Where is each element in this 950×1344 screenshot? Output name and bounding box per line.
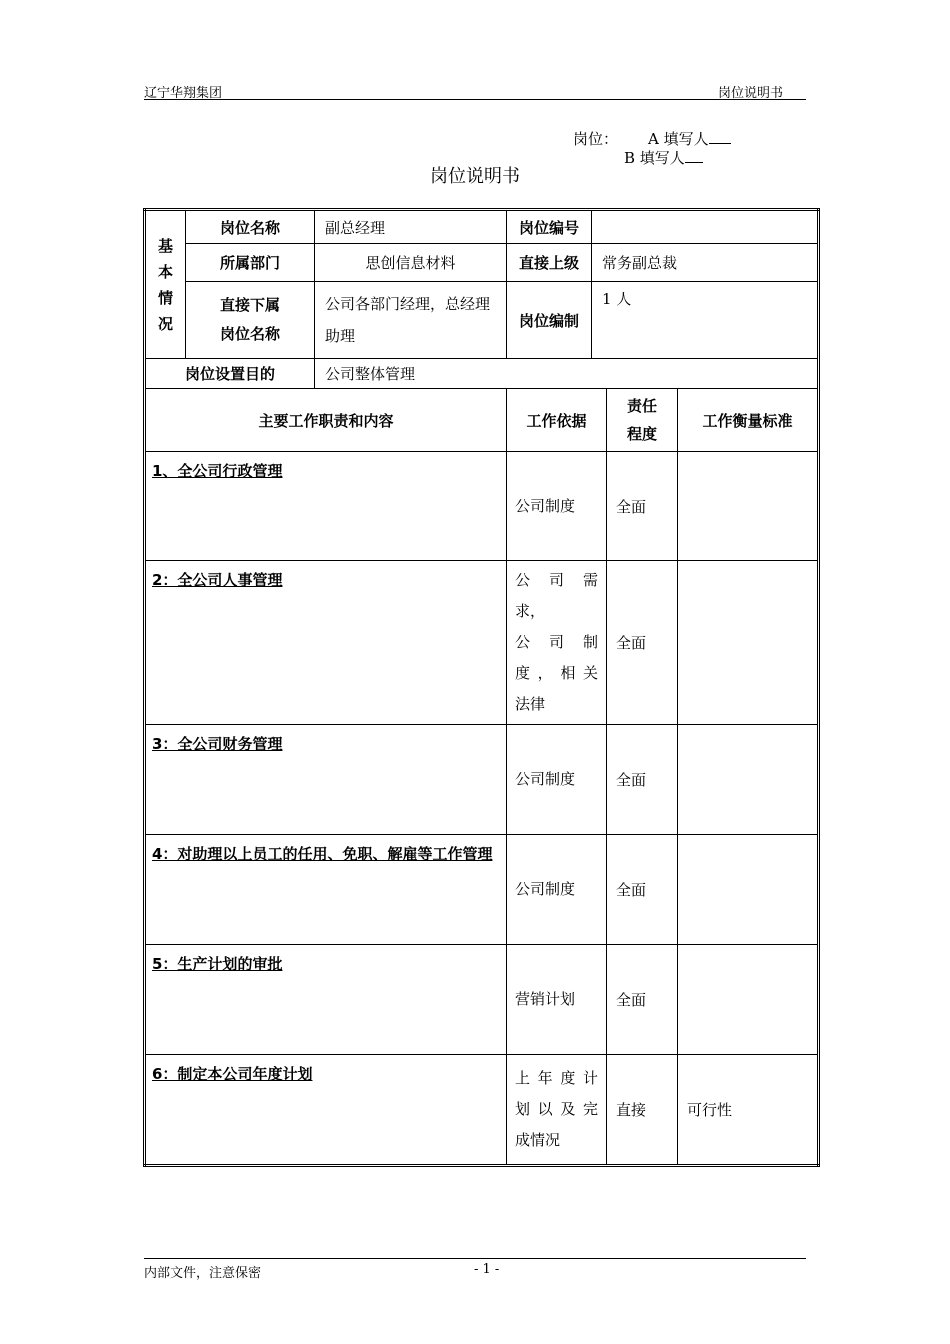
duty-item: 3：全公司财务管理 (145, 725, 507, 835)
duty-basis: 公司制度 (507, 835, 607, 945)
col-responsibility: 责任 程度 (607, 389, 678, 452)
position-code-label: 岗位编号 (507, 210, 592, 244)
fill-a-blank[interactable] (709, 130, 731, 144)
row-position-name (145, 210, 819, 244)
superior-label: 直接上级 (507, 244, 592, 282)
purpose-label: 岗位设置目的 (145, 359, 315, 389)
header-company: 辽宁华翔集团 (144, 86, 223, 101)
duty-row (145, 835, 819, 945)
duty-item: 1、全公司行政管理 (145, 452, 507, 561)
duty-item: 5：生产计划的审批 (145, 945, 507, 1055)
duty-basis: 公 司 需 求， 公 司 制 度，相关 法律 (507, 561, 607, 725)
duty-responsibility: 全面 (607, 835, 678, 945)
fill-b-label: B 填写人 (624, 149, 685, 167)
duty-row (145, 561, 819, 725)
duty-row (145, 452, 819, 561)
fill-b-blank[interactable] (685, 149, 703, 163)
superior-value: 常务副总裁 (592, 244, 819, 282)
row-department (145, 244, 819, 282)
basic-info-side-label: 基 本 情 况 (145, 210, 186, 359)
col-duties: 主要工作职责和内容 (145, 389, 507, 452)
position-code-value (592, 210, 819, 244)
duty-standard (678, 452, 819, 561)
duty-basis: 营销计划 (507, 945, 607, 1055)
duty-row (145, 945, 819, 1055)
quota-value: 1 人 (592, 282, 819, 359)
row-purpose (145, 359, 819, 389)
post-fill-line (573, 128, 731, 149)
fill-a-label: A 填写人 (648, 130, 709, 148)
duty-standard (678, 835, 819, 945)
subordinates-label: 直接下属 岗位名称 (186, 282, 315, 359)
duty-responsibility: 全面 (607, 452, 678, 561)
duty-responsibility: 直接 (607, 1055, 678, 1166)
job-description-table (143, 208, 820, 1167)
duty-item: 6：制定本公司年度计划 (145, 1055, 507, 1166)
duty-row (145, 725, 819, 835)
duty-item: 4：对助理以上员工的任用、免职、解雇等工作管理 (145, 835, 507, 945)
col-basis: 工作依据 (507, 389, 607, 452)
quota-label: 岗位编制 (507, 282, 592, 359)
row-subordinates (145, 282, 819, 359)
duty-standard (678, 945, 819, 1055)
department-value: 思创信息材料 (315, 244, 507, 282)
duty-responsibility: 全面 (607, 561, 678, 725)
duties-header-row (145, 389, 819, 452)
post-label: 岗位： (573, 130, 619, 148)
purpose-value: 公司整体管理 (315, 359, 819, 389)
subordinates-value: 公司各部门经理，总经理助理 (315, 282, 507, 359)
document-title: 岗位说明书 (430, 166, 520, 187)
duty-basis: 公司制度 (507, 725, 607, 835)
position-name-label: 岗位名称 (186, 210, 315, 244)
duty-standard (678, 561, 819, 725)
col-standard: 工作衡量标准 (678, 389, 819, 452)
duty-responsibility: 全面 (607, 725, 678, 835)
footer-page-number: - 1 - (474, 1262, 500, 1277)
duty-responsibility: 全面 (607, 945, 678, 1055)
department-label: 所属部门 (186, 244, 315, 282)
duty-basis: 上 年 度 计 划 以 及 完 成情况 (507, 1055, 607, 1166)
duty-item: 2：全公司人事管理 (145, 561, 507, 725)
duty-standard (678, 725, 819, 835)
header-rule (144, 99, 806, 100)
duty-basis: 公司制度 (507, 452, 607, 561)
header-doc-name: 岗位说明书 (718, 86, 784, 101)
footer-rule (144, 1258, 806, 1259)
position-name-value: 副总经理 (315, 210, 507, 244)
footer-notice: 内部文件，注意保密 (144, 1266, 262, 1281)
duty-standard: 可行性 (678, 1055, 819, 1166)
duty-row (145, 1055, 819, 1166)
